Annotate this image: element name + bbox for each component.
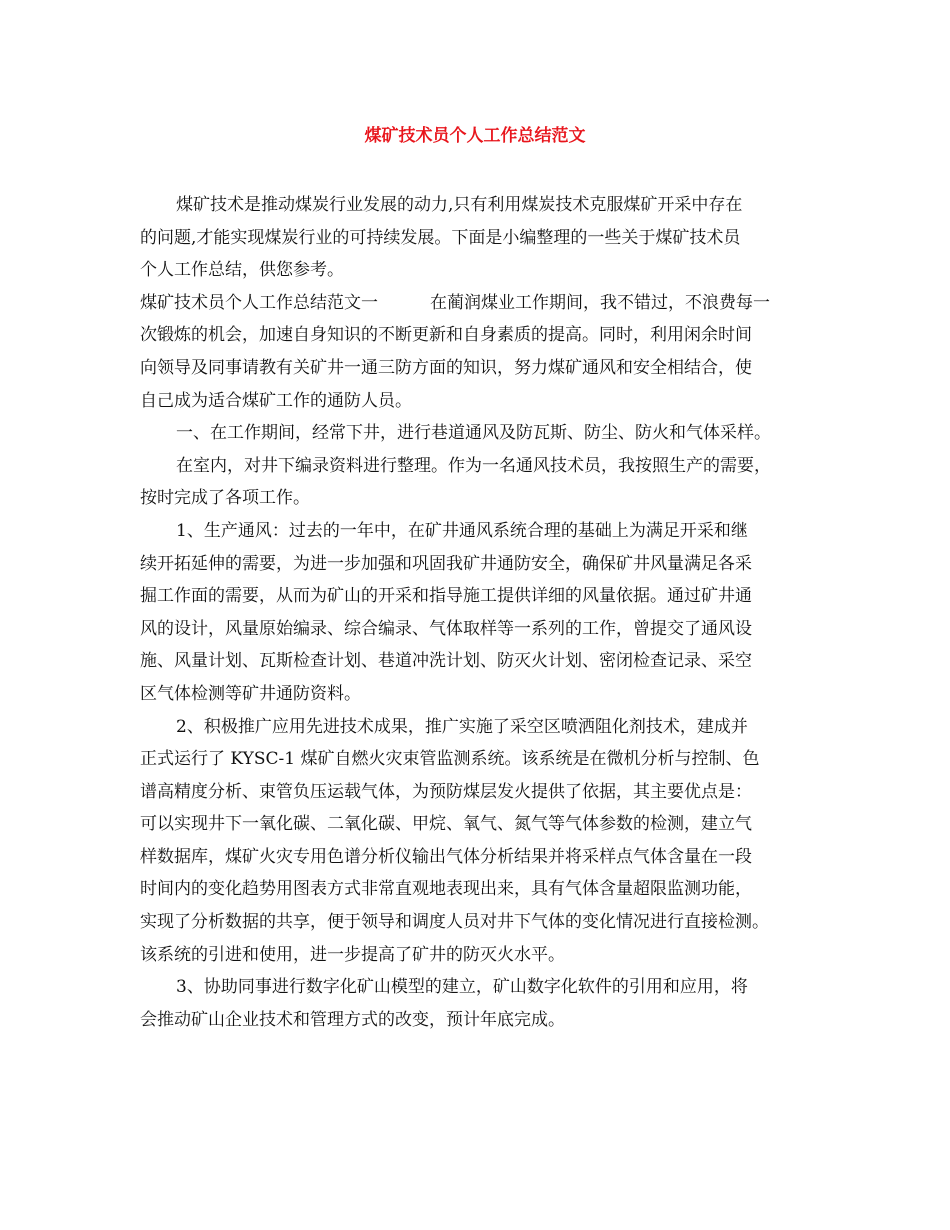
- document-body: [140, 189, 812, 1036]
- paragraph-line: 个人工作总结，供您参考。: [140, 260, 344, 281]
- paragraph-line: 区气体检测等矿井通防资料。: [140, 683, 361, 704]
- paragraph-line: 1、生产通风：过去的一年中，在矿井通风系统合理的基础上为满足开采和继: [176, 520, 748, 541]
- paragraph-line: 样数据库，煤矿火灾专用色谱分析仪输出气体分析结果并将采样点气体含量在一段: [140, 846, 752, 867]
- paragraph-section-one: [140, 287, 812, 417]
- paragraph-line: 续开拓延伸的需要，为进一步加强和巩固我矿井通防安全，确保矿井风量满足各采: [140, 553, 752, 574]
- paragraph-intro: [140, 189, 812, 287]
- paragraph-line-text: 在蔺润煤业工作期间，我不错过，不浪费每一: [430, 292, 770, 313]
- paragraph-line: 煤矿技术是推动煤炭行业发展的动力,只有利用煤炭技术克服煤矿开采中存在: [176, 195, 743, 215]
- paragraph-line: 自己成为适合煤矿工作的通防人员。: [140, 390, 412, 411]
- paragraph-line: 时间内的变化趋势用图表方式非常直观地表现出来，具有气体含量超限监测功能，: [140, 879, 752, 900]
- paragraph-production-ventilation: [140, 515, 812, 711]
- document-title: 煤矿技术员个人工作总结范文: [364, 126, 586, 146]
- paragraph-line: 2、积极推广应用先进技术成果，推广实施了采空区喷洒阻化剂技术，建成并: [176, 716, 748, 737]
- paragraph-digital-mine: [140, 971, 812, 1036]
- paragraph-line: 该系统的引进和使用，进一步提高了矿井的防灭火水平。: [140, 944, 565, 965]
- paragraph-item-one: [140, 417, 812, 450]
- paragraph-line: 一、在工作期间，经常下井，进行巷道通风及防瓦斯、防尘、防火和气体采样。: [176, 423, 771, 444]
- paragraph-line: 次锻炼的机会，加速自身知识的不断更新和自身素质的提高。同时，利用闲余时间: [140, 325, 752, 346]
- paragraph-line: 按时完成了各项工作。: [140, 488, 310, 509]
- paragraph-line: 会推动矿山企业技术和管理方式的改变，预计年底完成。: [140, 1009, 565, 1030]
- paragraph-line: 向领导及同事请教有关矿井一通三防方面的知识，努力煤矿通风和安全相结合，使: [140, 357, 752, 378]
- paragraph-technology-promotion: [140, 711, 812, 972]
- paragraph-line: [140, 287, 812, 320]
- paragraph-line: 在室内，对井下编录资料进行整理。作为一名通风技术员，我按照生产的需要，: [176, 455, 771, 476]
- paragraph-line: 风的设计，风量原始编录、综合编录、气体取样等一系列的工作，曾提交了通风设: [140, 618, 752, 639]
- paragraph-line: 正式运行了 KYSC-1 煤矿自燃火灾束管监测系统。该系统是在微机分析与控制、色: [140, 749, 760, 770]
- section-heading: 煤矿技术员个人工作总结范文一: [140, 292, 378, 313]
- paragraph-line: 施、风量计划、瓦斯检查计划、巷道冲洗计划、防灭火计划、密闭检查记录、采空: [140, 651, 752, 672]
- paragraph-line: 3、协助同事进行数字化矿山模型的建立，矿山数字化软件的引用和应用，将: [176, 977, 748, 998]
- paragraph-line: 掘工作面的需要，从而为矿山的开采和指导施工提供详细的风量依据。通过矿井通: [140, 586, 752, 607]
- paragraph-line: 谱高精度分析、束管负压运载气体，为预防煤层发火提供了依据，其主要优点是：: [140, 781, 752, 802]
- paragraph-line: 可以实现井下一氧化碳、二氧化碳、甲烷、氧气、氮气等气体参数的检测，建立气: [140, 814, 752, 835]
- paragraph-line: 的问题,才能实现煤炭行业的可持续发展。下面是小编整理的一些关于煤矿技术员: [140, 227, 741, 248]
- paragraph-line: 实现了分析数据的共享，便于领导和调度人员对井下气体的变化情况进行直接检测。: [140, 912, 769, 933]
- paragraph-indoor-work: [140, 450, 812, 515]
